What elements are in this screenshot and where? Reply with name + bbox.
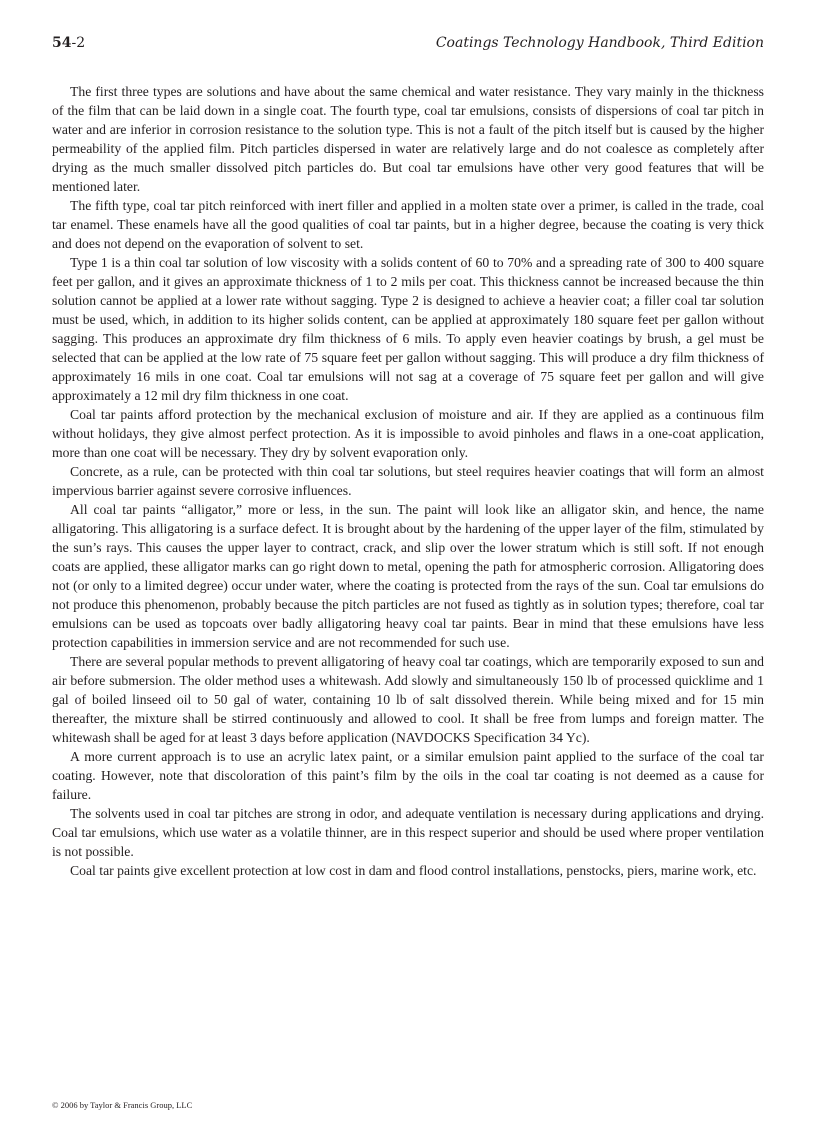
page-number: 54-2 — [52, 35, 86, 51]
copyright-footer: © 2006 by Taylor & Francis Group, LLC — [52, 1100, 193, 1110]
paragraph-whitewash-method: There are several popular methods to prevent alligatoring of heavy coal tar coatings, which are temporarily exposed to sun and air before submersion. The older method uses a whitewash. Add slowly and simultaneously 150 lb of processed quicklime and 1 gal of boiled linseed oil to 50 gal of water, containing 10 lb of salt dissolved therein. While being mixed and for 15 min thereafter, the mixture shall be stirred continuously and allowed to cool. It shall be free from lumps and foreign matter. The whitewash shall be aged for at least 3 days before application (NAVDOCKS Specification 34 Yc). — [52, 654, 765, 745]
body-text — [52, 82, 764, 880]
paragraph-concrete-steel: Concrete, as a rule, can be protected with thin coal tar solutions, but steel requires heavier coatings that will form an almost impervious barrier against severe corrosive influences. — [52, 464, 764, 498]
paragraph-solvents-ventilation: The solvents used in coal tar pitches are strong in odor, and adequate ventilation is necessary during applications and drying. Coal tar emulsions, which use water as a volatile thinner, are in this respect superior and should be used where proper ventilation is not possible. — [52, 806, 764, 859]
paragraph-coal-tar-enamel: The fifth type, coal tar pitch reinforced with inert filler and applied in a molten state over a primer, is called in the trade, coal tar enamel. These enamels have all the good qualities of coal tar paints, but in a higher degree, because the coating is very thick and does not depend on the evaporation of solvent to set. — [52, 198, 764, 251]
paragraph-solution-types: The first three types are solutions and have about the same chemical and water resistance. They vary mainly in the thickness of the film that can be laid down in a single coat. The fourth type, coal tar emulsions, consists of dispersions of coal tar pitch in water and are inferior in corrosion resistance to the solution type. This is not a fault of the pitch itself but is caused by the higher permeability of the applied film. Pitch particles dispersed in water are relatively large and do not coalesce as completely after drying as the much smaller dissolved pitch particles do. But coal tar emulsions have other very good features that will be mentioned later. — [52, 84, 764, 194]
paragraph-acrylic-latex: A more current approach is to use an acrylic latex paint, or a similar emulsion paint applied to the surface of the coal tar coating. However, note that discoloration of this paint’s film by the oils in the coal tar coating is not deemed as a cause for failure. — [52, 749, 764, 802]
paragraph-alligatoring: All coal tar paints “alligator,” more or less, in the sun. The paint will look like an alligator skin, and hence, the name alligatoring. This alligatoring is a surface defect. It is brought about by the hardening of the upper layer of the film, stimulated by the sun’s rays. This causes the upper layer to contract, crack, and slip over the lower stratum which is still soft. If not enough coats are applied, these alligator marks can go right down to metal, opening the path for atmospheric corrosion. Alligatoring does not (or only to a limited degree) occur under water, where the coating is protected from the rays of the sun. Coal tar emulsions do not produce this phenomenon, probably because the pitch particles are not fused as tightly as in solution types; therefore, coal tar emulsions can be used as topcoats over badly alligatoring heavy coal tar paints. Bear in mind that these emulsions have less protection capabilities in immersion service and are not recommended for such use. — [52, 502, 764, 650]
paragraph-applications: Coal tar paints give excellent protection at low cost in dam and flood control installations, penstocks, piers, marine work, etc. — [70, 863, 757, 878]
paragraph-protection-mechanism: Coal tar paints afford protection by the mechanical exclusion of moisture and air. If they are applied as a continuous film without holidays, they give almost perfect protection. As it is impossible to avoid pinholes and flaws in a one-coat application, more than one coat will be necessary. They dry by solvent evaporation only. — [52, 407, 764, 460]
running-header — [52, 35, 764, 57]
paragraph-type-thickness: Type 1 is a thin coal tar solution of low viscosity with a solids content of 60 to 70% and a spreading rate of 300 to 400 square feet per gallon, and it gives an approximate thickness of 1 to 2 mils per coat. This thickness cannot be increased because the thin solution cannot be applied at a lower rate without sagging. Type 2 is designed to achieve a heavier coat; a filler coal tar solution must be used, which, in addition to its higher solids content, can be applied at approximately 180 square feet per gallon without sagging. This produces an approximate dry film thickness of 6 mils. To apply even heavier coatings by brush, a gel must be selected that can be applied at the low rate of 75 square feet per gallon without sagging. This will produce a dry film thickness of approximately 16 mils in one coat. Coal tar emulsions will not sag at a coverage of 75 square feet per gallon and will give approximately a 12 mil dry film thickness in one coat. — [52, 255, 764, 403]
book-title: Coatings Technology Handbook, Third Edition — [435, 35, 764, 51]
